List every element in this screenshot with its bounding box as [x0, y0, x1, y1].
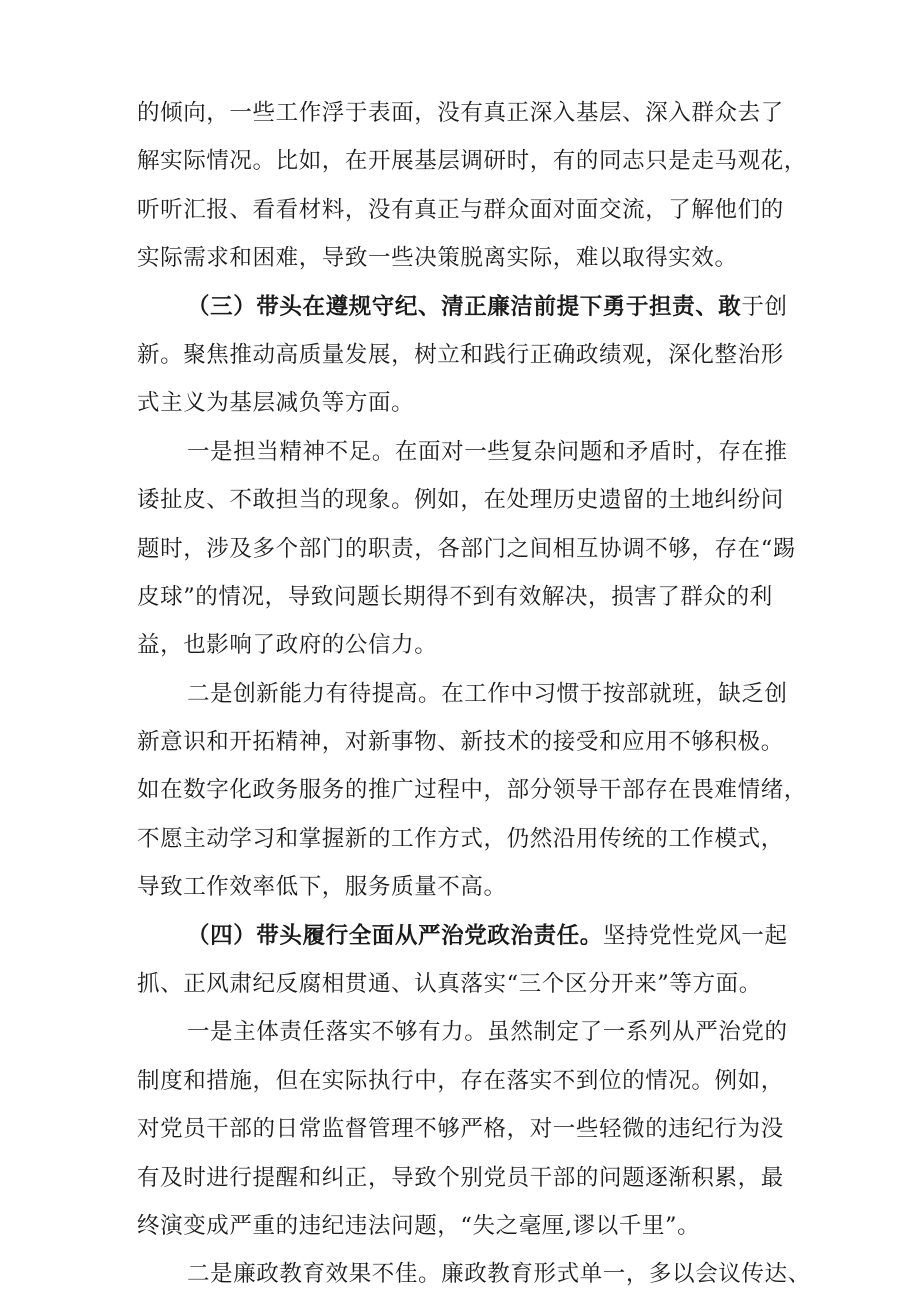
text-line: 新。聚焦推动高质量发展，树立和践行正确政绩观，深化整治形: [137, 341, 784, 368]
text-line: 的倾向，一些工作浮于表面，没有真正深入基层、深入群众去了: [137, 100, 784, 126]
text-line: 题时，涉及多个部门的职责，各部门之间相互协调不够，存在“踢: [137, 535, 796, 562]
document-body: [137, 89, 811, 1299]
paragraph-start: 二是廉政教育效果不佳。廉政教育形式单一，多以会议传达、: [187, 1261, 811, 1288]
paragraph-start: 二是创新能力有待提高。在工作中习惯于按部就班，缺乏创: [187, 680, 788, 707]
section-heading-rest: 于创: [741, 293, 788, 320]
text-line: 制度和措施，但在实际执行中，存在落实不到位的情况。例如，: [137, 1067, 784, 1094]
text-line: 益，也影响了政府的公信力。: [137, 632, 438, 659]
text-line: 诿扯皮、不敢担当的现象。例如，在处理历史遗留的土地纠纷问: [137, 487, 784, 514]
text-line: 导致工作效率低下，服务质量不高。: [137, 874, 507, 901]
section-heading-bold: （三）带头在遵规守纪、清正廉洁前提下勇于担责、敢: [187, 293, 742, 320]
text-line: 终演变成严重的违纪违法问题，“失之毫厘,谬以千里”。: [137, 1212, 701, 1239]
text-line: 不愿主动学习和掌握新的工作方式，仍然沿用传统的工作模式，: [137, 825, 784, 852]
text-line: 如在数字化政务服务的推广过程中，部分领导干部存在畏难情绪，: [137, 777, 807, 804]
section-heading-bold: （四）带头履行全面从严治党政治责任。: [187, 922, 603, 949]
text-line: 式主义为基层减负等方面。: [137, 390, 415, 417]
paragraph-start: 一是主体责任落实不够有力。虽然制定了一系列从严治党的: [187, 1019, 788, 1046]
text-line: 实际需求和困难，导致一些决策脱离实际，难以取得实效。: [137, 245, 738, 272]
text-line: 解实际情况。比如，在开展基层调研时，有的同志只是走马观花，: [137, 148, 807, 175]
text-line: 听听汇报、看看材料，没有真正与群众面对面交流，了解他们的: [137, 196, 784, 223]
text-line: 有及时进行提醒和纠正，导致个别党员干部的问题逐渐积累，最: [137, 1164, 784, 1191]
text-line: 新意识和开拓精神，对新事物、新技术的接受和应用不够积极。: [137, 729, 784, 756]
text-line: 抓、正风肃纪反腐相贯通、认真落实“三个区分开来”等方面。: [137, 971, 762, 998]
text-line: 皮球”的情况，导致问题长期得不到有效解决，损害了群众的利: [137, 583, 773, 610]
section-heading-four: [137, 912, 797, 960]
paragraph-start: 一是担当精神不足。在面对一些复杂问题和矛盾时，存在推: [187, 438, 788, 465]
section-heading-three: [137, 283, 797, 331]
text-line: 对党员干部的日常监督管理不够严格，对一些轻微的违纪行为没: [137, 1116, 784, 1143]
section-heading-rest: 坚持党性党风一起: [602, 922, 788, 949]
